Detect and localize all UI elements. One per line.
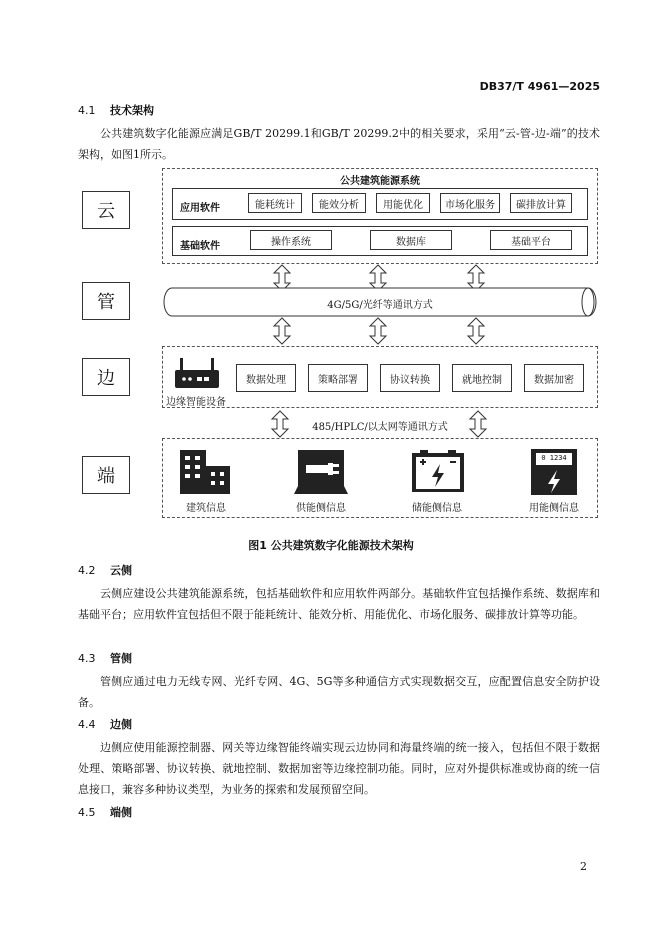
app-item-energy-stats: 能耗统计 [248,193,302,213]
end-item-consumption-info: 用能侧信息 [529,503,579,514]
double-arrow-icon [370,265,386,291]
layer-label-cloud: 云 [82,191,130,229]
edge-item-strategy-deploy: 策略部署 [308,364,368,392]
end-item-building-info: 建筑信息 [186,503,226,514]
section-heading-4-3 [78,650,132,666]
cloud-title: 公共建筑能源系统 [340,176,420,187]
figure-caption: 图1 公共建筑数字化能源技术架构 [248,539,414,552]
section-number: 4.2 [78,564,96,577]
layer-label-end: 端 [82,456,130,494]
double-arrow-icon [370,318,386,344]
edge-comm-label: 485/HPLC/以太网等通讯方式 [312,422,448,433]
app-item-carbon-calculation: 碳排放计算 [510,193,572,213]
edge-item-data-encrypt: 数据加密 [524,364,584,392]
app-item-usage-optimization: 用能优化 [376,193,430,213]
paragraph-4-2: 云侧应建设公共建筑能源系统，包括基础软件和应用软件两部分。基础软件宜包括操作系统、数据库和基础平台；应用软件宜包括但不限于能耗统计、能效分析、用能优化、市场化服务、碳排放计算等功能。 [78,587,600,621]
paragraph-4-1: 公共建筑数字化能源应满足GB/T 20299.1和GB/T 20299.2中的相关要求，采用“云-管-边-端”的技术架构，如图1所示。 [78,127,600,161]
double-arrow-icon [274,318,290,344]
section-heading-4-2 [78,562,132,578]
section-heading-4-4 [78,716,132,732]
meter-reading: 0 1234 [541,454,567,462]
standard-code: DB37/T 4961—2025 [479,80,600,93]
section-title: 技术架构 [110,104,154,117]
battery-icon [412,450,464,492]
app-item-efficiency-analysis: 能效分析 [312,193,366,213]
edge-item-local-control: 就地控制 [452,364,512,392]
section-heading-4-5 [78,804,132,820]
section-number: 4.5 [78,806,96,819]
section-title: 云侧 [110,564,132,577]
section-title: 边侧 [110,718,132,731]
layer-label-edge: 边 [82,358,130,396]
edge-item-protocol-convert: 协议转换 [380,364,440,392]
double-arrow-icon [274,265,290,291]
section-number: 4.4 [78,718,96,731]
app-software-label: 应用软件 [180,203,220,214]
section-number: 4.3 [78,652,96,665]
base-item-os: 操作系统 [250,230,332,250]
layer-label-pipe: 管 [82,282,130,320]
edge-item-data-processing: 数据处理 [236,364,296,392]
paragraph-4-3: 管侧应通过电力无线专网、光纤专网、4G、5G等多种通信方式实现数据交互，应配置信息安全防护设备。 [78,675,600,709]
pipe-comm-label: 4G/5G/光纤等通讯方式 [327,300,433,311]
base-item-database: 数据库 [370,230,452,250]
building-icon [178,448,234,496]
power-plug-icon [294,448,348,496]
section-title: 管侧 [110,652,132,665]
edge-device-label: 边缘智能设备 [166,397,226,408]
paragraph-4-4: 边侧应使用能源控制器、网关等边缘智能终端实现云边协同和海量终端的统一接入，包括但不限于数据处理、策略部署、协议转换、就地控制、数据加密等边缘控制功能。同时，应对外提供标准或协商的统一信息接口，兼容多种协议类型，为业务的探索和发展预留空间。 [78,741,600,796]
double-arrow-icon [468,318,484,344]
section-number: 4.1 [78,104,96,117]
base-software-label: 基础软件 [180,241,220,252]
end-item-supply-info: 供能侧信息 [296,503,346,514]
base-item-platform: 基础平台 [490,230,572,250]
router-icon [172,356,222,392]
page-number: 2 [580,860,587,873]
end-item-storage-info: 储能侧信息 [412,503,462,514]
section-title: 端侧 [110,806,132,819]
app-item-market-services: 市场化服务 [440,193,500,213]
double-arrow-icon [468,265,484,291]
